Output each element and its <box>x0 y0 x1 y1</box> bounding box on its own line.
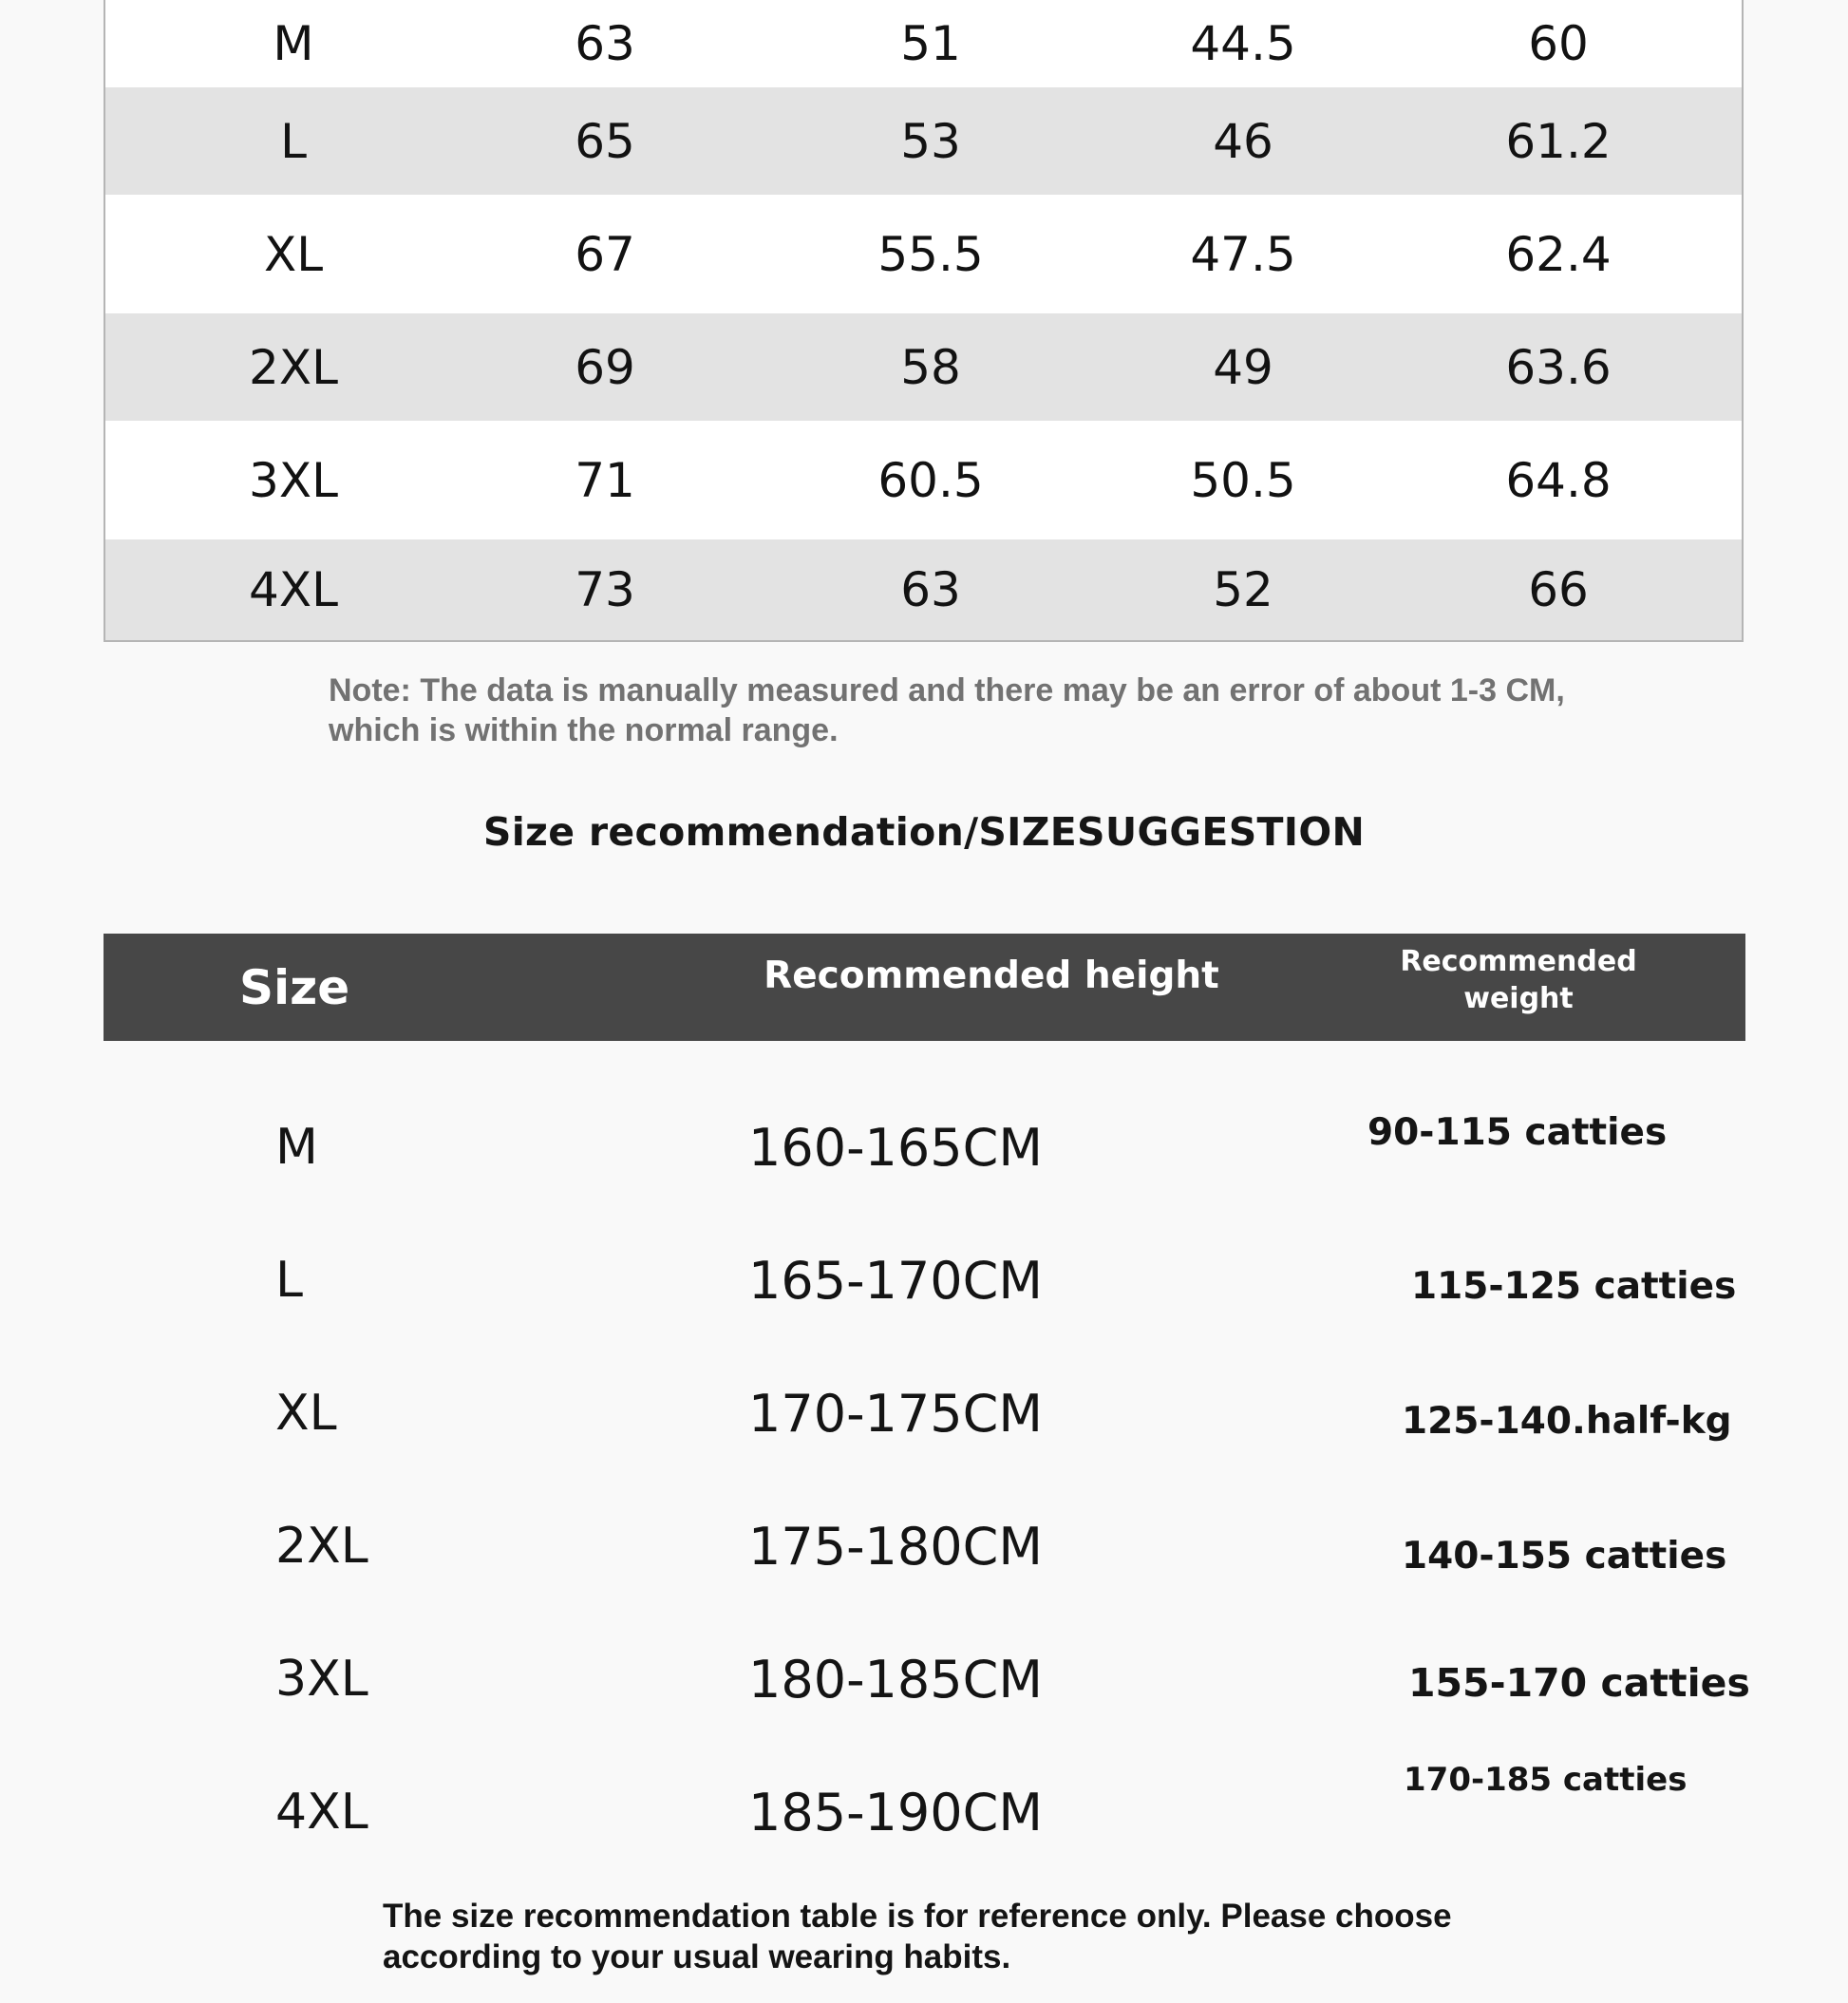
value-cell: 63 <box>900 562 961 617</box>
table-row <box>0 1375 1848 1451</box>
reference-note-line1: The size recommendation table is for reference only. Please choose <box>383 1898 1452 1935</box>
size-cell: 3XL <box>249 452 338 508</box>
value-cell: 62.4 <box>1505 226 1612 282</box>
size-cell: 2XL <box>275 1518 368 1575</box>
value-cell: 47.5 <box>1190 226 1296 282</box>
value-cell: 46 <box>1213 113 1273 169</box>
size-cell: L <box>280 113 307 169</box>
weight-cell: 115-125 catties <box>1411 1264 1737 1308</box>
height-cell: 180-185CM <box>748 1649 1043 1710</box>
value-cell: 63 <box>575 16 635 71</box>
height-cell: 185-190CM <box>748 1782 1043 1842</box>
value-cell: 49 <box>1213 339 1273 395</box>
value-cell: 55.5 <box>877 226 984 282</box>
size-cell: XL <box>275 1385 337 1442</box>
value-cell: 66 <box>1528 562 1589 617</box>
recommendation-table-header <box>104 934 1745 1041</box>
value-cell: 61.2 <box>1505 113 1612 169</box>
value-cell: 63.6 <box>1505 339 1612 395</box>
table-row <box>105 421 1742 539</box>
table-row <box>0 1242 1848 1318</box>
weight-cell: 155-170 catties <box>1408 1660 1750 1706</box>
section-title: Size recommendation/SIZESUGGESTION <box>482 809 1366 855</box>
header-recommended-height: Recommended height <box>764 954 1219 997</box>
value-cell: 60.5 <box>877 452 984 508</box>
size-cell: 2XL <box>249 339 338 395</box>
header-recommended-weight <box>1367 943 1670 1017</box>
size-cell: M <box>275 1119 318 1176</box>
value-cell: 51 <box>900 16 961 71</box>
header-weight-line2: weight <box>1463 982 1574 1015</box>
table-row <box>0 1109 1848 1185</box>
height-cell: 170-175CM <box>748 1383 1043 1444</box>
height-cell: 165-170CM <box>748 1250 1043 1311</box>
reference-note <box>383 1896 1570 1977</box>
value-cell: 67 <box>575 226 635 282</box>
size-cell: M <box>273 16 314 71</box>
table-row <box>105 87 1742 195</box>
reference-note-line2: according to your usual wearing habits. <box>383 1938 1011 1975</box>
size-cell: XL <box>263 226 324 282</box>
table-row <box>0 1641 1848 1717</box>
value-cell: 58 <box>900 339 961 395</box>
value-cell: 73 <box>575 562 635 617</box>
value-cell: 71 <box>575 452 635 508</box>
size-cell: 3XL <box>275 1651 368 1708</box>
table-row <box>0 1508 1848 1584</box>
table-row <box>105 195 1742 313</box>
table-row <box>105 313 1742 421</box>
header-size: Size <box>239 959 350 1015</box>
measurement-note: Note: The data is manually measured and there may be an error of about 1-3 CM, which is within the normal range. <box>329 672 1565 748</box>
weight-cell: 140-155 catties <box>1402 1534 1727 1578</box>
table-row <box>105 0 1742 87</box>
table-row <box>105 539 1742 640</box>
value-cell: 60 <box>1528 16 1589 71</box>
size-cell: 4XL <box>249 562 338 617</box>
weight-cell: 125-140.half-kg <box>1402 1399 1732 1443</box>
table-row <box>0 1761 1848 1850</box>
weight-cell: 170-185 catties <box>1404 1761 1688 1799</box>
value-cell: 53 <box>900 113 961 169</box>
height-cell: 175-180CM <box>748 1516 1043 1577</box>
value-cell: 50.5 <box>1190 452 1296 508</box>
value-cell: 64.8 <box>1505 452 1612 508</box>
height-cell: 160-165CM <box>748 1117 1043 1178</box>
header-weight-line1: Recommended <box>1400 945 1637 978</box>
value-cell: 52 <box>1213 562 1273 617</box>
weight-cell: 90-115 catties <box>1367 1110 1668 1154</box>
value-cell: 69 <box>575 339 635 395</box>
value-cell: 44.5 <box>1190 16 1296 71</box>
size-measurement-table <box>104 0 1744 642</box>
value-cell: 65 <box>575 113 635 169</box>
size-cell: 4XL <box>275 1784 368 1841</box>
size-cell: L <box>275 1252 303 1309</box>
